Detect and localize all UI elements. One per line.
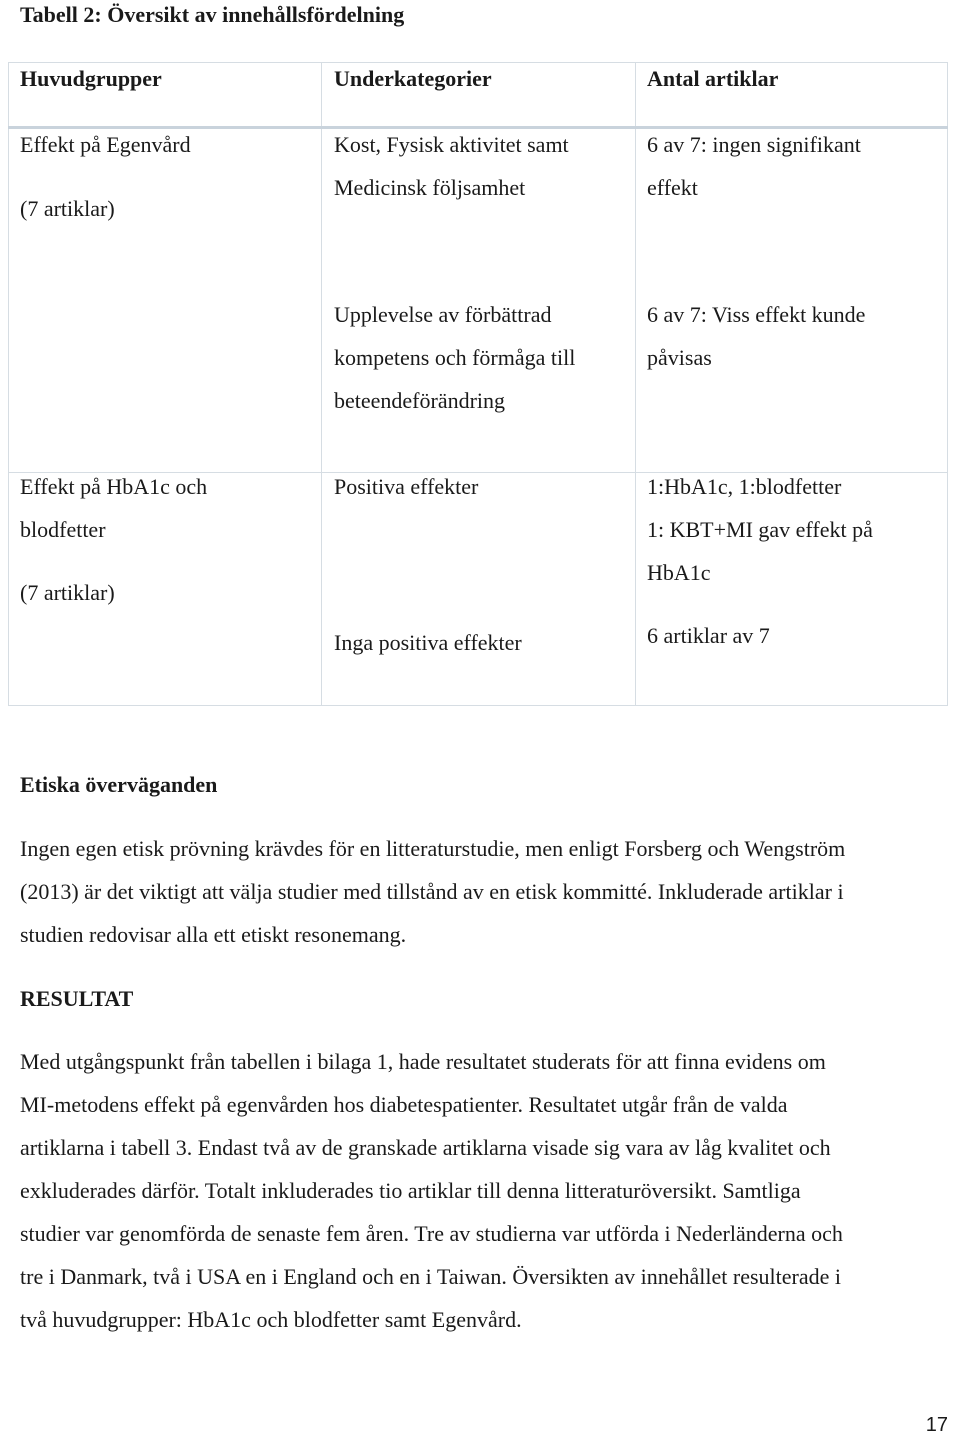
table-caption: Tabell 2: Översikt av innehållsfördelning bbox=[20, 2, 405, 27]
subcategory-line: Medicinsk följsamhet bbox=[334, 175, 526, 200]
header-divider bbox=[8, 126, 948, 129]
results-paragraph-line: artiklarna i tabell 3. Endast två av de granskade artiklarna visade sig vara av låg kvalitet och bbox=[20, 1135, 831, 1160]
ethics-heading: Etiska överväganden bbox=[20, 772, 218, 797]
group-name: Effekt på Egenvård bbox=[20, 132, 191, 157]
results-paragraph-line: två huvudgrupper: HbA1c och blodfetter samt Egenvård. bbox=[20, 1307, 522, 1332]
content-table bbox=[8, 62, 948, 706]
results-paragraph-line: exkluderades därför. Totalt inkluderades tio artiklar till denna litteraturöversikt. Samtliga bbox=[20, 1178, 801, 1203]
result-line: 6 av 7: Viss effekt kunde bbox=[647, 302, 866, 327]
result-line: 6 artiklar av 7 bbox=[647, 623, 770, 648]
ethics-paragraph-line: Ingen egen etisk prövning krävdes för en litteraturstudie, men enligt Forsberg och Wengström bbox=[20, 836, 846, 861]
ethics-paragraph-line: studien redovisar alla ett etiskt resonemang. bbox=[20, 922, 407, 947]
group-name-line: blodfetter bbox=[20, 517, 106, 542]
subcategory-line: Kost, Fysisk aktivitet samt bbox=[334, 132, 569, 157]
table-header-article-count: Antal artiklar bbox=[647, 66, 779, 91]
results-paragraph-line: tre i Danmark, två i USA en i England och en i Taiwan. Översikten av innehållet resulterade i bbox=[20, 1264, 841, 1289]
subcategory-line: kompetens och förmåga till bbox=[334, 345, 576, 370]
result-line: 1:HbA1c, 1:blodfetter bbox=[647, 474, 842, 499]
result-line: 6 av 7: ingen signifikant bbox=[647, 132, 861, 157]
table-header-subcategories: Underkategorier bbox=[334, 66, 492, 91]
result-line: 1: KBT+MI gav effekt på bbox=[647, 517, 873, 542]
row-divider bbox=[8, 472, 948, 473]
subcategory-line: Upplevelse av förbättrad bbox=[334, 302, 552, 327]
column-divider bbox=[635, 62, 636, 706]
result-line: effekt bbox=[647, 175, 698, 200]
group-count: (7 artiklar) bbox=[20, 580, 115, 605]
group-name-line: Effekt på HbA1c och bbox=[20, 474, 208, 499]
results-heading: RESULTAT bbox=[20, 986, 134, 1011]
result-line: HbA1c bbox=[647, 560, 711, 585]
result-line: påvisas bbox=[647, 345, 712, 370]
table-header-main-groups: Huvudgrupper bbox=[20, 66, 162, 91]
ethics-paragraph-line: (2013) är det viktigt att välja studier med tillstånd av en etisk kommitté. Inkluderade artiklar i bbox=[20, 879, 844, 904]
subcategory-line: beteendeförändring bbox=[334, 388, 506, 413]
subcategory-line: Inga positiva effekter bbox=[334, 630, 522, 655]
results-paragraph-line: studier var genomförda de senaste fem åren. Tre av studierna var utförda i Nederländerna och bbox=[20, 1221, 843, 1246]
column-divider bbox=[321, 62, 322, 706]
subcategory-line: Positiva effekter bbox=[334, 474, 479, 499]
group-count: (7 artiklar) bbox=[20, 196, 115, 221]
results-paragraph-line: Med utgångspunkt från tabellen i bilaga 1, hade resultatet studerats för att finna evidens om bbox=[20, 1049, 826, 1074]
page-number: 17 bbox=[925, 1414, 948, 1436]
results-paragraph-line: MI-metodens effekt på egenvården hos diabetespatienter. Resultatet utgår från de valda bbox=[20, 1092, 788, 1117]
